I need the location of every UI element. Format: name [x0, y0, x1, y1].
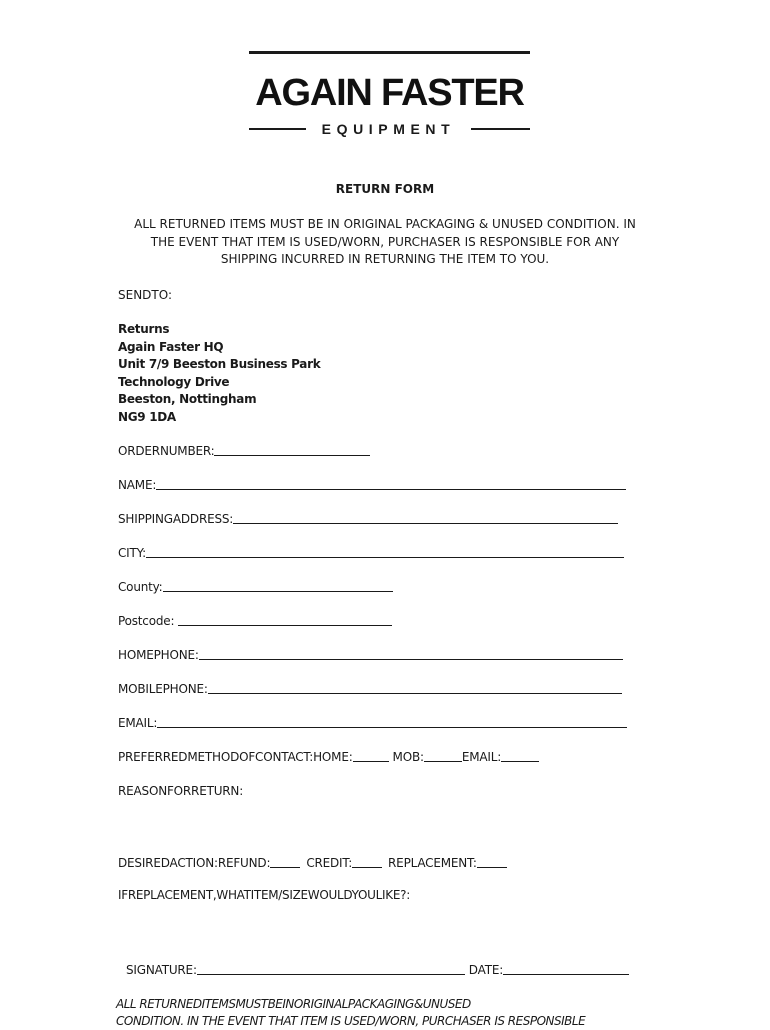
logo-subtitle: EQUIPMENT [321, 121, 456, 137]
refund-blank[interactable] [270, 867, 300, 868]
return-address [118, 321, 320, 426]
logo-brand-name: AGAIN FASTER [255, 72, 524, 114]
city-blank[interactable] [146, 557, 624, 558]
name-field[interactable] [118, 476, 626, 492]
notice-line: THE EVENT THAT ITEM IS USED/WORN, PURCHASER IS RESPONSIBLE FOR ANY [150, 234, 620, 249]
contact-home-blank[interactable] [353, 761, 389, 762]
shipping-address-field[interactable] [118, 510, 618, 526]
send-to-label: SENDTO: [118, 288, 173, 302]
footer-notice [116, 996, 585, 1030]
logo-right-rule [471, 128, 530, 130]
order-number-label: ORDERNUMBER: [118, 444, 215, 458]
footer-line: ALL RETURNEDITEMSMUSTBEINORIGINALPACKAGING&UNUSED [116, 997, 471, 1011]
footer-line: CONDITION. IN THE EVENT THAT ITEM IS USED/WORN, PURCHASER IS RESPONSIBLE [116, 1014, 586, 1028]
replacement-blank[interactable] [477, 867, 507, 868]
email-blank[interactable] [157, 727, 627, 728]
address-line: Returns [118, 322, 170, 336]
county-blank[interactable] [163, 591, 393, 592]
signature-date-field[interactable] [126, 961, 629, 977]
mobile-phone-field[interactable] [118, 680, 622, 696]
logo-left-rule [249, 128, 306, 130]
city-field[interactable] [118, 544, 624, 560]
logo-subline [249, 120, 530, 140]
returns-notice [100, 216, 670, 269]
shipping-address-label: SHIPPINGADDRESS: [118, 512, 234, 526]
home-phone-label: HOMEPHONE: [118, 648, 199, 662]
mobile-phone-blank[interactable] [208, 693, 622, 694]
address-line: NG9 1DA [118, 409, 176, 424]
signature-blank[interactable] [197, 974, 465, 975]
credit-label: CREDIT: [306, 856, 353, 870]
name-blank[interactable] [156, 489, 626, 490]
postcode-blank[interactable] [178, 625, 392, 626]
county-label: County: [118, 580, 163, 594]
replacement-item-label: IFREPLACEMENT,WHATITEM/SIZEWOULDYOULIKE?: [118, 888, 410, 902]
address-line: Beeston, Nottingham [118, 392, 257, 406]
home-phone-blank[interactable] [199, 659, 623, 660]
mobile-phone-label: MOBILEPHONE: [118, 682, 208, 696]
date-blank[interactable] [503, 974, 629, 975]
shipping-address-blank[interactable] [233, 523, 618, 524]
email-label: EMAIL: [118, 716, 158, 730]
city-label: CITY: [118, 546, 147, 560]
replacement-label: REPLACEMENT: [388, 856, 477, 870]
address-line: Technology Drive [118, 374, 230, 389]
postcode-label: Postcode: [118, 614, 175, 628]
county-field[interactable] [118, 578, 393, 594]
contact-email-blank[interactable] [501, 761, 539, 762]
contact-mob-blank[interactable] [424, 761, 462, 762]
address-line: Unit 7/9 Beeston Business Park [118, 357, 321, 371]
date-label: DATE: [468, 963, 504, 977]
contact-email-label: EMAIL: [461, 750, 502, 764]
contact-mob-label: MOB: [392, 750, 424, 764]
address-line: Again Faster HQ [118, 339, 224, 354]
postcode-field[interactable] [118, 612, 392, 628]
credit-blank[interactable] [352, 867, 382, 868]
preferred-contact-field[interactable] [118, 748, 539, 764]
notice-line: SHIPPING INCURRED IN RETURNING THE ITEM TO YOU. [220, 252, 550, 266]
notice-line: ALL RETURNED ITEMS MUST BE IN ORIGINAL PACKAGING & UNUSED CONDITION. IN [134, 217, 636, 231]
logo-top-rule [249, 51, 530, 54]
desired-action-label: DESIREDACTION:REFUND: [118, 856, 271, 870]
preferred-contact-label: PREFERREDMETHODOFCONTACT:HOME: [118, 750, 353, 764]
desired-action-field[interactable] [118, 854, 507, 870]
signature-label: SIGNATURE: [126, 963, 197, 977]
email-field[interactable] [118, 714, 627, 730]
name-label: NAME: [118, 478, 157, 492]
home-phone-field[interactable] [118, 646, 623, 662]
form-title: RETURN FORM [335, 182, 435, 196]
reason-for-return-label: REASONFORRETURN: [118, 784, 244, 798]
order-number-blank[interactable] [214, 455, 370, 456]
order-number-field[interactable] [118, 442, 370, 458]
